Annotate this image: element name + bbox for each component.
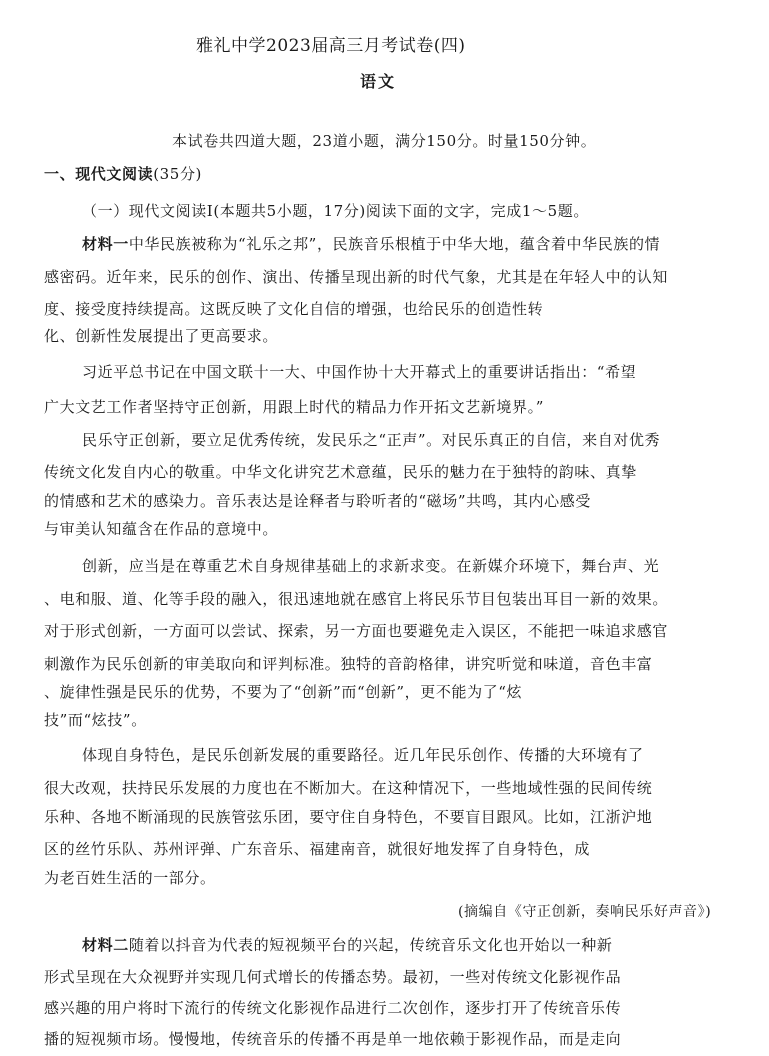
section-points: (35分) bbox=[153, 165, 202, 183]
subsection-heading: （一）现代文阅读Ⅰ(本题共5小题，17分)阅读下面的文字，完成1～5题。 bbox=[82, 202, 589, 220]
material1-line: 习近平总书记在中国文联十一大、中国作协十大开幕式上的重要讲话指出：“希望 bbox=[82, 363, 637, 381]
material1-line: 创新，应当是在尊重艺术自身规律基础上的求新求变。在新媒介环境下，舞台声、光 bbox=[82, 557, 660, 575]
material1-line: 技”而“炫技”。 bbox=[44, 711, 147, 729]
section-heading-text: 一、现代文阅读 bbox=[44, 165, 154, 183]
material2-label: 材料二 bbox=[82, 936, 129, 954]
exam-title: 雅礼中学2023届高三月考试卷(四) bbox=[196, 36, 466, 56]
material1-label: 材料一 bbox=[82, 235, 129, 253]
material1-line: 感密码。近年来，民乐的创作、演出、传播呈现出新的时代气象，尤其是在年轻人中的认知 bbox=[44, 268, 669, 286]
material1-line: 乐种、各地不断涌现的民族管弦乐团，要守住自身特色，不要盲目跟风。比如，江浙沪地 bbox=[44, 808, 653, 826]
section-heading bbox=[44, 164, 202, 184]
material2-line: 形式呈现在大众视野并实现几何式增长的传播态势。最初，一些对传统文化影视作品 bbox=[44, 968, 622, 986]
material1-line: 对于形式创新，一方面可以尝试、探索，另一方面也要避免走入误区，不能把一味追求感官 bbox=[44, 622, 669, 640]
material1-line: 为老百姓生活的一部分。 bbox=[44, 869, 216, 887]
material2-text: 随着以抖音为代表的短视频平台的兴起，传统音乐文化也开始以一种新 bbox=[128, 936, 613, 954]
material1-line: 区的丝竹乐队、苏州评弹、广东音乐、福建南音，就很好地发挥了自身特色，成 bbox=[44, 840, 591, 858]
material1-line: 民乐守正创新，要立足优秀传统，发民乐之“正声”。对民乐真正的自信，来自对优秀 bbox=[82, 431, 661, 449]
material1-line: 刺激作为民乐创新的审美取向和评判标准。独特的音韵格律，讲究听觉和味道，音色丰富 bbox=[44, 655, 653, 673]
material1-line: 度、接受度持续提高。这既反映了文化自信的增强，也给民乐的创造性转 bbox=[44, 300, 544, 318]
material1-line: 的情感和艺术的感染力。音乐表达是诠释者与聆听者的“磁场”共鸣，其内心感受 bbox=[44, 492, 591, 510]
exam-instructions: 本试卷共四道大题，23道小题，满分150分。时量150分钟。 bbox=[172, 132, 597, 150]
material1-line: 广大文艺工作者坚持守正创新，用跟上时代的精品力作开拓文艺新境界。” bbox=[44, 398, 544, 416]
material1-line: 与审美认知蕴含在作品的意境中。 bbox=[44, 520, 279, 538]
material1-line bbox=[82, 234, 660, 254]
material2-line bbox=[82, 935, 612, 955]
material2-line: 感兴趣的用户将时下流行的传统文化影视作品进行二次创作，逐步打开了传统音乐传 bbox=[44, 999, 622, 1017]
material1-line: 化、创新性发展提出了更高要求。 bbox=[44, 327, 279, 345]
subject-title: 语文 bbox=[360, 72, 397, 91]
material2-line: 播的短视频市场。慢慢地，传统音乐的传播不再是单一地依赖于影视作品，而是走向 bbox=[44, 1030, 622, 1048]
material1-source: (摘编自《守正创新，奏响民乐好声音》) bbox=[458, 904, 712, 920]
material1-line: 很大改观，扶持民乐发展的力度也在不断加大。在这种情况下，一些地域性强的民间传统 bbox=[44, 779, 653, 797]
material1-text: 中华民族被称为“礼乐之邦”，民族音乐根植于中华大地，蕴含着中华民族的情 bbox=[128, 235, 661, 253]
material1-line: 、电和服、道、化等手段的融入，很迅速地就在感官上将民乐节目包装出耳目一新的效果。 bbox=[44, 590, 669, 608]
material1-line: 体现自身特色，是民乐创新发展的重要路径。近几年民乐创作、传播的大环境有了 bbox=[82, 746, 644, 764]
material1-line: 、旋律性强是民乐的优势，不要为了“创新”而“创新”，更不能为了“炫 bbox=[44, 683, 523, 701]
material1-line: 传统文化发自内心的敬重。中华文化讲究艺术意蕴，民乐的魅力在于独特的韵味、真挚 bbox=[44, 463, 637, 481]
